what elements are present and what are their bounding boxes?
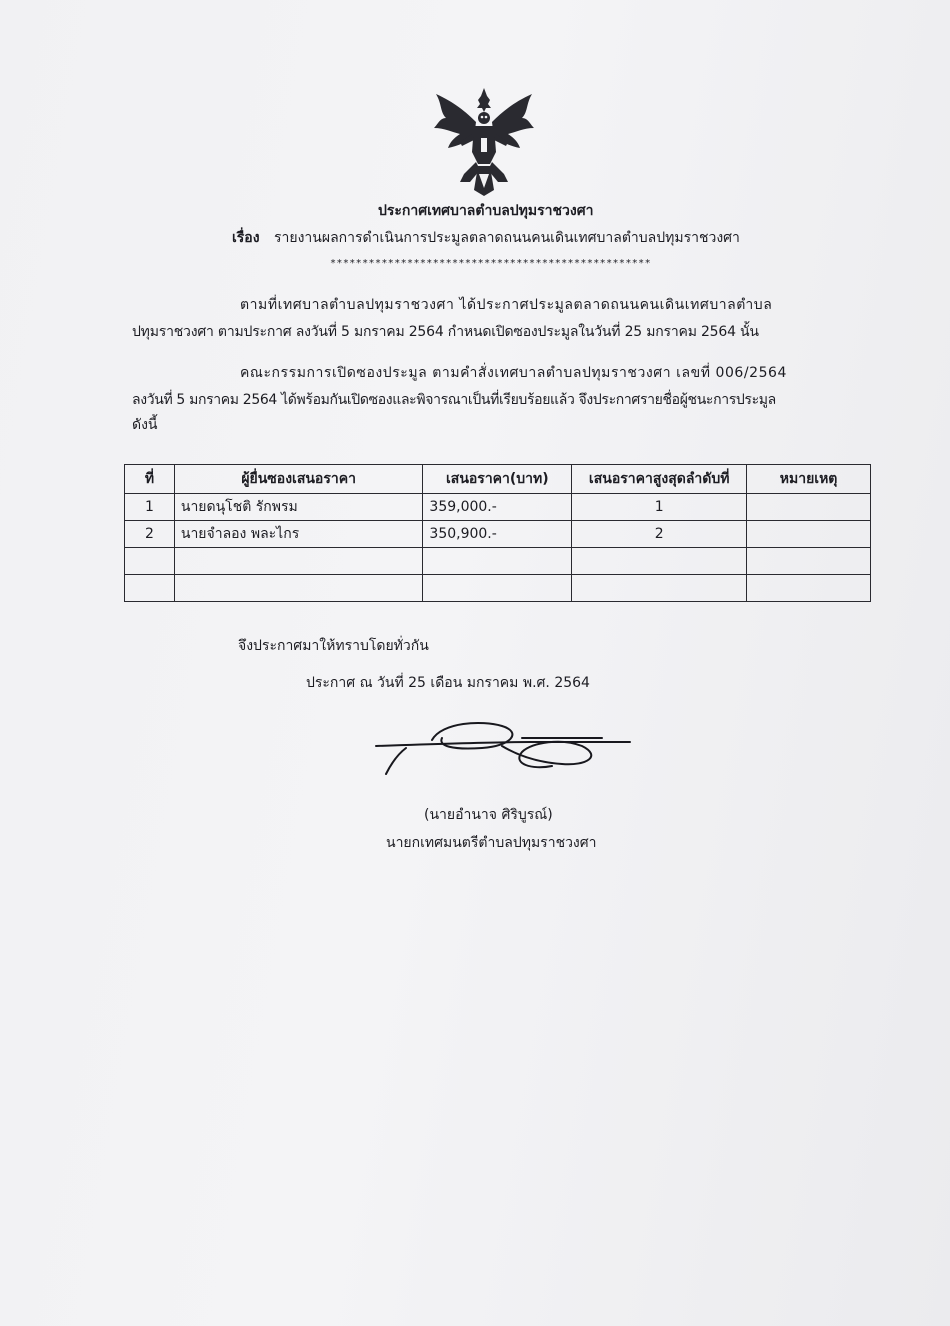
document-title: ประกาศเทศบาลตำบลปทุมราชวงศา — [378, 203, 594, 219]
cell-no — [125, 575, 175, 602]
header-rank: เสนอราคาสูงสุดลำดับที่ — [572, 465, 747, 494]
cell-remark — [747, 494, 871, 521]
divider-stars: ************************************************** — [330, 258, 652, 269]
cell-no — [125, 548, 175, 575]
cell-rank: 2 — [572, 521, 747, 548]
cell-remark — [747, 521, 871, 548]
table-row — [125, 548, 871, 575]
paragraph-2-line-3: ดังนี้ — [132, 417, 158, 433]
subject-label: เรื่อง — [232, 230, 260, 246]
table-row — [125, 521, 871, 548]
cell-no: 1 — [125, 494, 175, 521]
cell-remark — [747, 575, 871, 602]
cell-bidder: นายจำลอง พละไกร — [174, 521, 423, 548]
cell-rank — [572, 548, 747, 575]
cell-rank — [572, 575, 747, 602]
announcement-date: ประกาศ ณ วันที่ 25 เดือน มกราคม พ.ศ. 2564 — [306, 675, 590, 691]
bid-results-table — [124, 464, 871, 602]
table-row — [125, 575, 871, 602]
cell-price: 359,000.- — [423, 494, 572, 521]
subject-text: รายงานผลการดำเนินการประมูลตลาดถนนคนเดินเทศบาลตำบลปทุมราชวงศา — [274, 230, 740, 246]
cell-price: 350,900.- — [423, 521, 572, 548]
cell-no: 2 — [125, 521, 175, 548]
header-remark: หมายเหตุ — [747, 465, 871, 494]
header-no: ที่ — [125, 465, 175, 494]
handwritten-signature — [372, 712, 632, 790]
table-row — [125, 494, 871, 521]
cell-bidder — [174, 548, 423, 575]
paragraph-1-line-2: ปทุมราชวงศา ตามประกาศ ลงวันที่ 5 มกราคม 2564 กำหนดเปิดซองประมูลในวันที่ 25 มกราคม 2564 นั้น — [132, 324, 759, 340]
signatory-name: (นายอำนาจ ศิริบูรณ์) — [424, 807, 553, 823]
cell-price — [423, 575, 572, 602]
cell-bidder — [174, 575, 423, 602]
closing-line: จึงประกาศมาให้ทราบโดยทั่วกัน — [238, 638, 429, 654]
signatory-position: นายกเทศมนตรีตำบลปทุมราชวงศา — [386, 835, 597, 851]
paragraph-2-line-1: คณะกรรมการเปิดซองประมูล ตามคำสั่งเทศบาลตำบลปทุมราชวงศา เลขที่ 006/2564 — [240, 365, 787, 381]
table-header-row — [125, 465, 871, 494]
paragraph-2-line-2: ลงวันที่ 5 มกราคม 2564 ได้พร้อมกันเปิดซองและพิจารณาเป็นที่เรียบร้อยแล้ว จึงประกาศรายชื่อผู้ชนะการประมูล — [132, 392, 776, 408]
header-bidder: ผู้ยื่นซองเสนอราคา — [174, 465, 423, 494]
garuda-emblem-icon — [426, 82, 542, 198]
cell-bidder: นายดนุโชติ รักพรม — [174, 494, 423, 521]
paragraph-1-line-1: ตามที่เทศบาลตำบลปทุมราชวงศา ได้ประกาศประมูลตลาดถนนคนเดินเทศบาลตำบล — [240, 297, 773, 313]
cell-remark — [747, 548, 871, 575]
cell-rank: 1 — [572, 494, 747, 521]
subject-line — [232, 229, 740, 247]
cell-price — [423, 548, 572, 575]
header-price: เสนอราคา(บาท) — [423, 465, 572, 494]
